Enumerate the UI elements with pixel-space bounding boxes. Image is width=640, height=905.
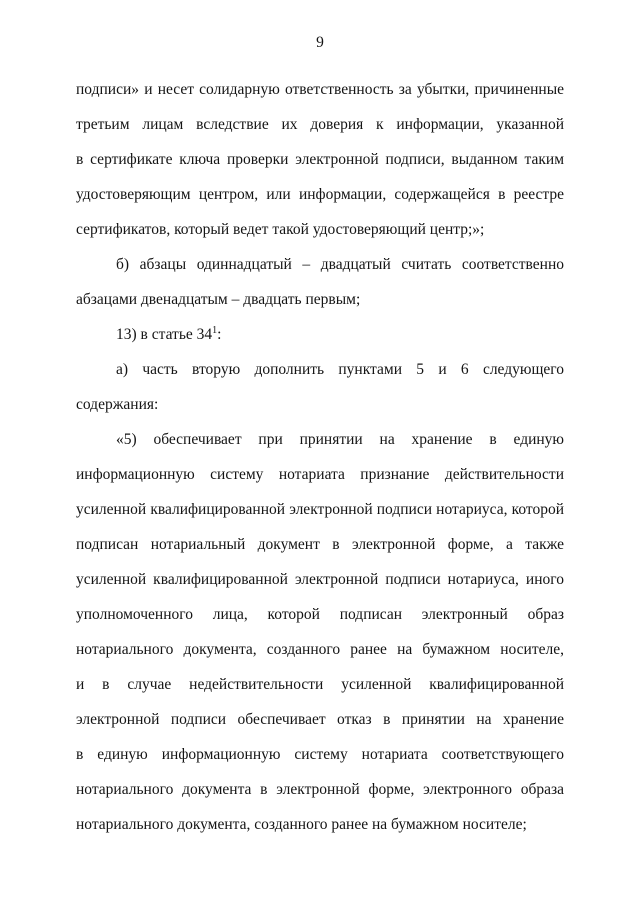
- text-line: уполномоченного лица, которой подписан электронный образ: [76, 606, 564, 623]
- document-body: [76, 72, 564, 842]
- text-line: подписан нотариальный документ в электронной форме, а также: [76, 536, 564, 553]
- text-line: «5) обеспечивает при принятии на хранение в единую: [116, 431, 564, 448]
- paragraph-5: [76, 422, 564, 842]
- text-line: в единую информационную систему нотариата соответствующего: [76, 746, 564, 763]
- text-line: удостоверяющим центром, или информации, содержащейся в реестре: [76, 186, 564, 203]
- text-line: третьим лицам вследствие их доверия к информации, указанной: [76, 116, 564, 133]
- text-line: нотариального документа, созданного ранее на бумажном носителе,: [76, 641, 564, 658]
- superscript: 1: [212, 325, 218, 336]
- text-line: [76, 317, 564, 352]
- text-line: а) часть вторую дополнить пунктами 5 и 6 следующего содержания:: [76, 361, 564, 413]
- text-line: абзацами двенадцатым – двадцать первым;: [76, 291, 361, 308]
- page-number: 9: [316, 34, 324, 51]
- text-line: усиленной квалифицированной электронной подписи нотариуса, иного: [76, 571, 564, 588]
- paragraph-1: [76, 72, 564, 247]
- paragraph-4: [76, 352, 564, 422]
- text-line: информационную систему нотариата признание действительности: [76, 466, 564, 483]
- text-after-superscript: :: [217, 326, 222, 343]
- text-line: и в случае недействительности усиленной квалифицированной: [76, 676, 564, 693]
- text-line: подписи» и несет солидарную ответственность за убытки, причиненные: [76, 81, 564, 98]
- paragraph-3: [76, 317, 564, 352]
- text-line: в сертификате ключа проверки электронной подписи, выданном таким: [76, 151, 564, 168]
- text-line: нотариального документа, созданного ранее на бумажном носителе;: [76, 816, 527, 833]
- text-line: сертификатов, который ведет такой удостоверяющий центр;»;: [76, 221, 485, 238]
- text-before-superscript: 13) в статье 34: [116, 326, 213, 343]
- text-line: усиленной квалифицированной электронной подписи нотариуса, которой: [76, 501, 564, 518]
- text-line: нотариального документа в электронной форме, электронного образа: [76, 781, 564, 798]
- text-line: электронной подписи обеспечивает отказ в принятии на хранение: [76, 711, 564, 728]
- text-line: б) абзацы одиннадцатый – двадцатый считать соответственно: [116, 256, 564, 273]
- paragraph-2: [76, 247, 564, 317]
